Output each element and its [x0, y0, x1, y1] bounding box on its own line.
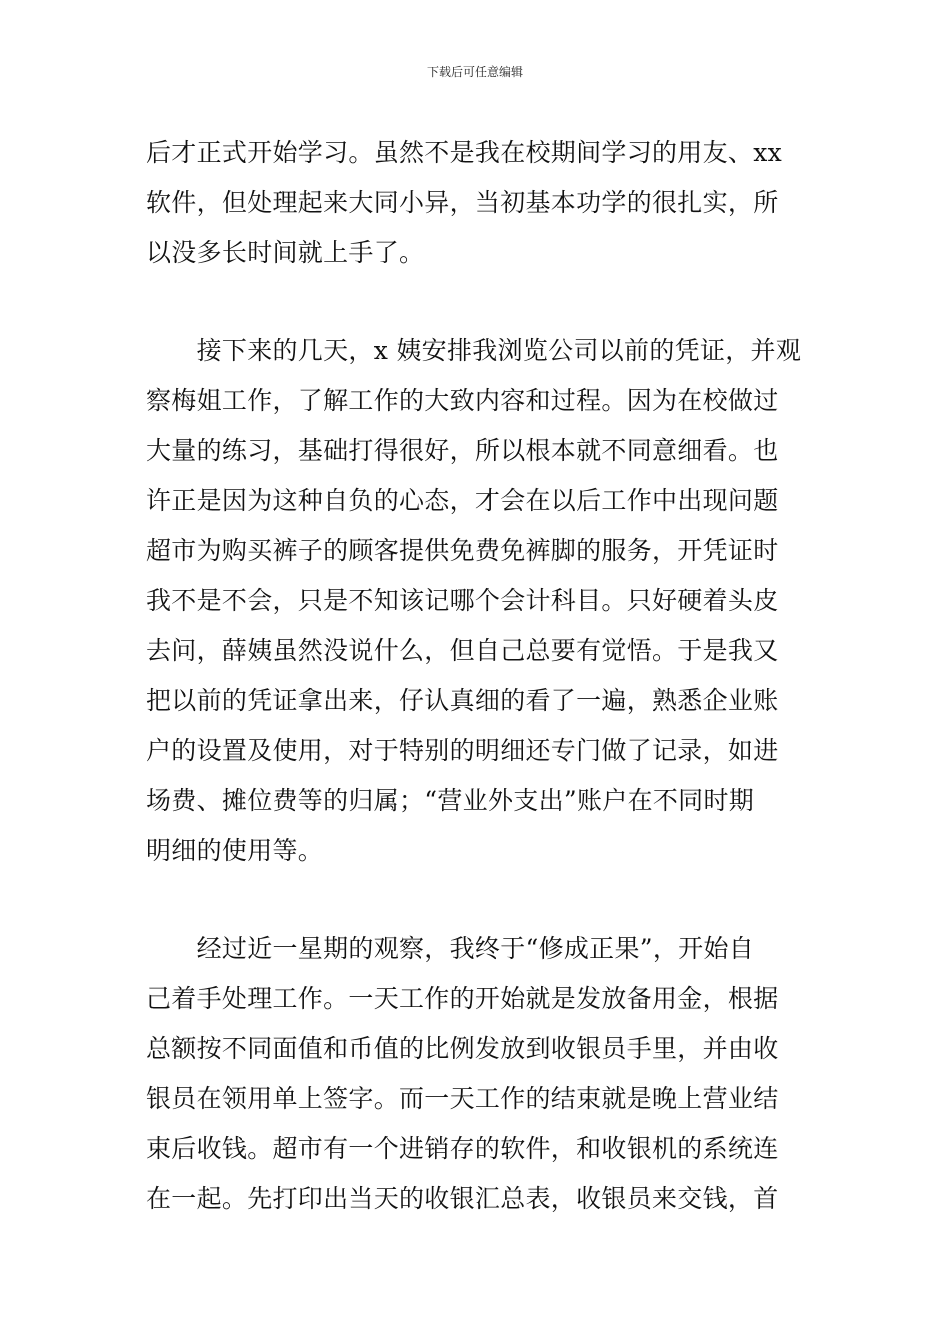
paragraph-2 [146, 326, 812, 876]
text-line: 己着手处理工作。一天工作的开始就是发放备用金，根据 [146, 984, 779, 1013]
text-line: 许正是因为这种自负的心态，才会在以后工作中出现问题 [146, 486, 779, 515]
paragraph-gap [146, 876, 812, 924]
text-line: 超市为购买裤子的顾客提供免费免裤脚的服务，开凭证时 [146, 536, 779, 565]
text-line: 总额按不同面值和币值的比例发放到收银员手里，并由收 [146, 1034, 779, 1063]
document-body [146, 128, 812, 1224]
paragraph-3 [146, 924, 812, 1224]
text-line: 场费、摊位费等的归属；“营业外支出”账户在不同时期 [146, 786, 755, 815]
text-line: 察梅姐工作，了解工作的大致内容和过程。因为在校做过 [146, 386, 779, 415]
text-line: 束后收钱。超市有一个进销存的软件，和收银机的系统连 [146, 1134, 779, 1163]
paragraph-gap [146, 278, 812, 326]
text-line: 明细的使用等。 [146, 836, 324, 865]
text-line: 接下来的几天，x 姨安排我浏览公司以前的凭证，并观 [146, 336, 802, 365]
text-line: 去问，薛姨虽然没说什么，但自己总要有觉悟。于是我又 [146, 636, 779, 665]
text-line: 在一起。先打印出当天的收银汇总表，收银员来交钱，首 [146, 1184, 779, 1213]
text-line: 软件，但处理起来大同小异，当初基本功学的很扎实，所 [146, 188, 779, 217]
text-line: 把以前的凭证拿出来，仔认真细的看了一遍，熟悉企业账 [146, 686, 779, 715]
text-line: 以没多长时间就上手了。 [146, 238, 425, 267]
text-line: 户的设置及使用，对于特别的明细还专门做了记录，如进 [146, 736, 779, 765]
text-line: 大量的练习，基础打得很好，所以根本就不同意细看。也 [146, 436, 779, 465]
page-header: 下载后可任意编辑 [426, 65, 523, 79]
text-line: 银员在领用单上签字。而一天工作的结束就是晚上营业结 [146, 1084, 779, 1113]
text-line: 经过近一星期的观察，我终于“修成正果”，开始自 [146, 934, 755, 963]
text-line: 后才正式开始学习。虽然不是我在校期间学习的用友、xx [146, 138, 783, 167]
text-line: 我不是不会，只是不知该记哪个会计科目。只好硬着头皮 [146, 586, 779, 615]
paragraph-1 [146, 128, 812, 278]
